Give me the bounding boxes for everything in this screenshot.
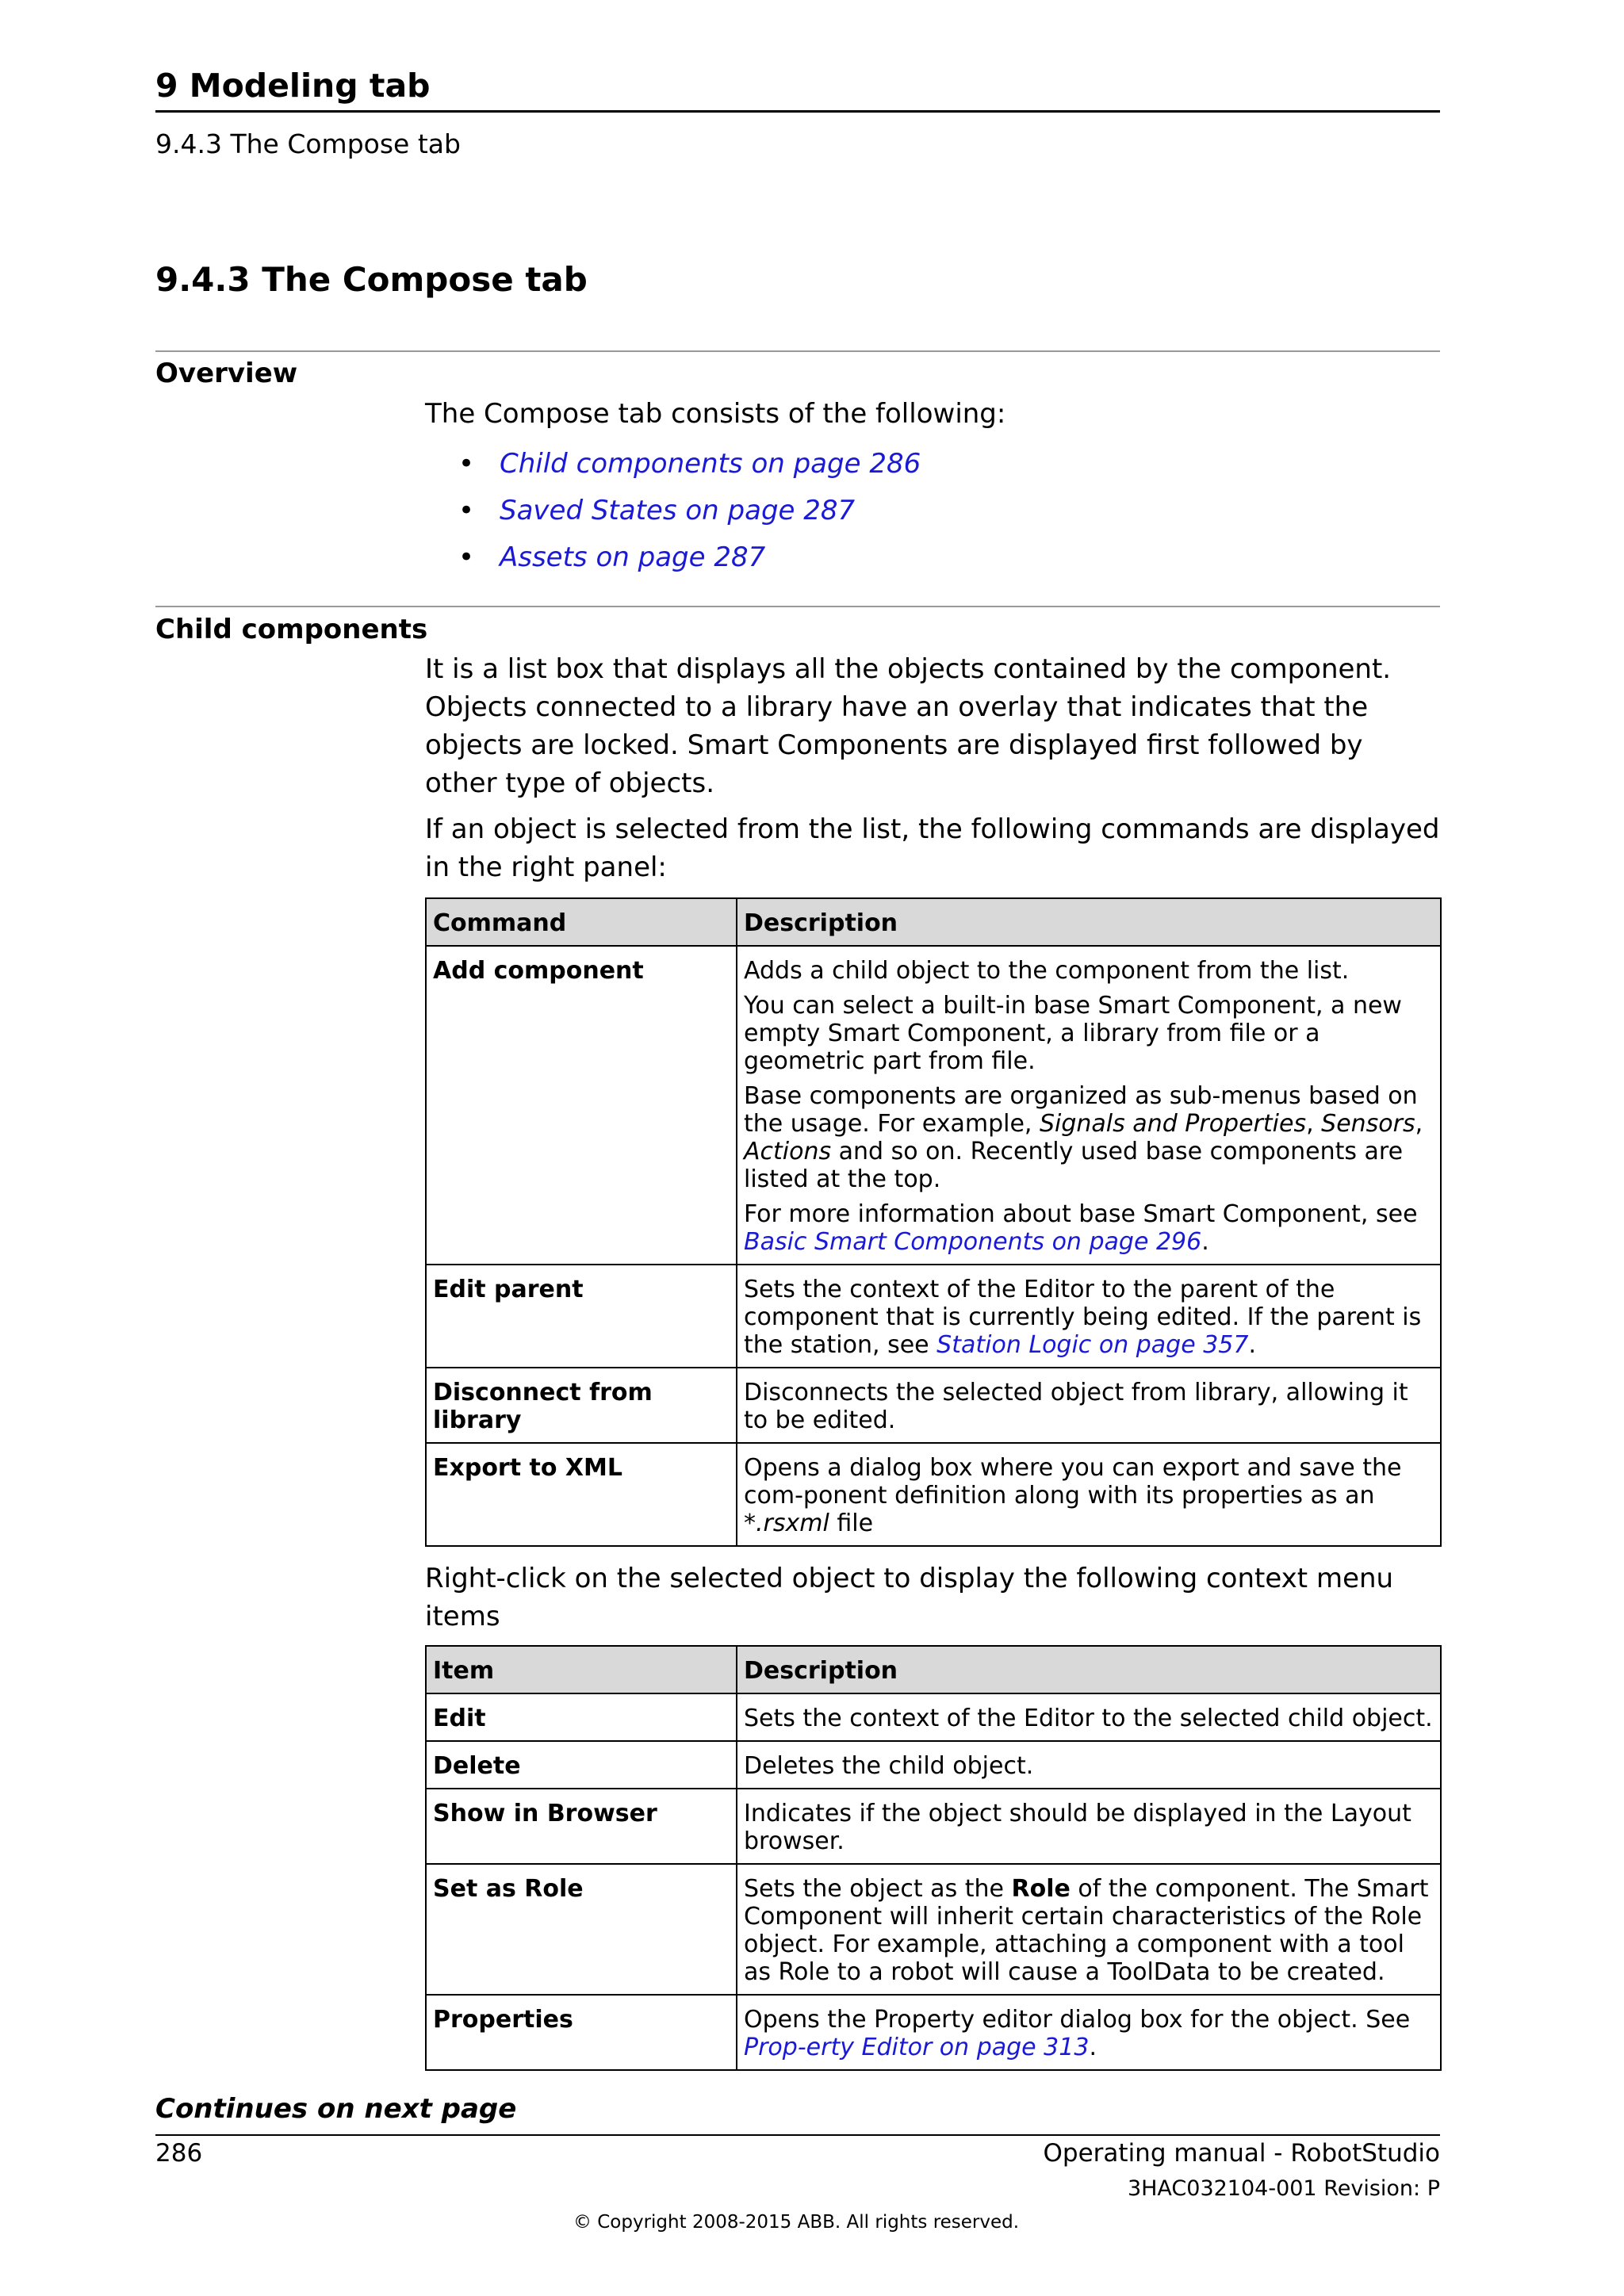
text-span: of the component. The Smart Component will inherit certain characteristics of the Role object. For example, attaching a component with a tool as Role to a robot will cause a ToolData to be created.: [744, 1875, 1429, 1986]
command-description: [737, 1265, 1441, 1368]
table-header-row: [426, 898, 1441, 946]
document-id: 3HAC032104-001 Revision: P: [1127, 2176, 1440, 2201]
context-menu-table: [425, 1645, 1442, 2071]
running-section-ref: 9.4.3 The Compose tab: [155, 128, 461, 159]
text-span: For more information about base Smart Component, see: [744, 1200, 1418, 1228]
child-components-body: [425, 650, 1440, 2071]
link-station-logic[interactable]: Station Logic on page 357: [936, 1331, 1249, 1359]
menu-item-name: Properties: [426, 1995, 737, 2070]
overview-intro: The Compose tab consists of the following:: [425, 398, 1006, 430]
header-rule: [155, 110, 1440, 113]
commands-table: [425, 897, 1442, 1547]
desc-paragraph: Adds a child object to the component from the list.: [744, 957, 1350, 985]
table-row: [426, 1789, 1441, 1864]
text-span: file: [829, 1510, 874, 1537]
text-span: .: [1248, 1331, 1257, 1359]
command-name: Export to XML: [426, 1443, 737, 1546]
command-description: [737, 946, 1441, 1265]
table-row: [426, 1265, 1441, 1368]
child-components-heading: Child components: [155, 614, 428, 645]
italic-term: *.rsxml: [744, 1510, 829, 1537]
footer-rule: [155, 2134, 1440, 2136]
text-span: ,: [1306, 1110, 1322, 1138]
menu-item-name: Set as Role: [426, 1864, 737, 1995]
link-basic-smart-components[interactable]: Basic Smart Components on page 296: [744, 1228, 1202, 1256]
link-saved-states[interactable]: Saved States on page 287: [500, 495, 856, 526]
copyright: © Copyright 2008-2015 ABB. All rights reserved.: [573, 2212, 1020, 2233]
link-assets[interactable]: Assets on page 287: [500, 541, 766, 573]
table-row: [426, 1995, 1441, 2070]
menu-item-description: Indicates if the object should be displayed in the Layout browser.: [737, 1789, 1441, 1864]
desc-paragraph: [744, 1082, 1434, 1193]
child-components-para3: Right-click on the selected object to display the following context menu items: [425, 1563, 1394, 1632]
menu-item-description: Deletes the child object.: [737, 1741, 1441, 1789]
bold-term: Role: [1011, 1875, 1071, 1903]
text-span: Opens a dialog box where you can export and save the com-ponent definition along with its properties as an: [744, 1454, 1402, 1510]
menu-item-name: Edit: [426, 1693, 737, 1741]
italic-term: Actions: [744, 1138, 832, 1165]
manual-title: Operating manual - RobotStudio: [1043, 2139, 1440, 2168]
menu-item-description: Sets the context of the Editor to the selected child object.: [737, 1693, 1441, 1741]
link-child-components[interactable]: Child components on page 286: [500, 448, 921, 480]
overview-bullet-list: [425, 441, 1440, 581]
text-span: ,: [1415, 1110, 1423, 1138]
table-row: [426, 1368, 1441, 1443]
text-span: and so on. Recently used base components are listed at the top.: [744, 1138, 1404, 1193]
page-number: 286: [155, 2139, 203, 2168]
menu-item-name: Delete: [426, 1741, 737, 1789]
table-row: [426, 1443, 1441, 1546]
command-name: Add component: [426, 946, 737, 1265]
table-row: [426, 1693, 1441, 1741]
command-description: Disconnects the selected object from library, allowing it to be edited.: [737, 1368, 1441, 1443]
chapter-title: 9 Modeling tab: [155, 67, 431, 105]
section-title: 9.4.3 The Compose tab: [155, 260, 588, 299]
column-header: Description: [737, 1646, 1441, 1693]
overview-body: [425, 395, 1440, 581]
table-header-row: [426, 1646, 1441, 1693]
command-name: Disconnect from library: [426, 1368, 737, 1443]
command-name: Edit parent: [426, 1265, 737, 1368]
italic-term: Sensors: [1321, 1110, 1415, 1138]
text-span: Sets the object as the: [744, 1875, 1012, 1903]
text-span: Opens the Property editor dialog box for the object. See: [744, 2006, 1411, 2034]
column-header: Description: [737, 898, 1441, 946]
text-span: Base components are organized as sub-menus based on the usage. For example,: [744, 1082, 1418, 1138]
list-item: • Saved States on page 287: [458, 495, 856, 526]
child-components-para2: If an object is selected from the list, the following commands are displayed in the right panel:: [425, 813, 1440, 883]
desc-paragraph: [744, 1200, 1434, 1256]
table-row: [426, 946, 1441, 1265]
overview-heading: Overview: [155, 358, 298, 389]
link-property-editor[interactable]: Prop-erty Editor on page 313: [744, 2034, 1090, 2061]
table-row: [426, 1864, 1441, 1995]
text-span: Sets the context of the Editor to the parent of the component that is currently being edited. If the parent is the station, see: [744, 1276, 1422, 1359]
overview-divider: [155, 350, 1440, 352]
desc-paragraph: You can select a built-in base Smart Component, a new empty Smart Component, a library from file or a geometric part from file.: [744, 992, 1402, 1075]
italic-term: Signals and Properties: [1039, 1110, 1307, 1138]
menu-item-description: [737, 1995, 1441, 2070]
continues-note: Continues on next page: [155, 2093, 517, 2125]
menu-item-description: [737, 1864, 1441, 1995]
list-item: • Child components on page 286: [458, 448, 921, 480]
column-header: Item: [426, 1646, 737, 1693]
text-span: .: [1201, 1228, 1209, 1256]
command-description: [737, 1443, 1441, 1546]
menu-item-name: Show in Browser: [426, 1789, 737, 1864]
child-components-para1: It is a list box that displays all the objects contained by the component. Objects connected to a library have an overlay that indicates that the objects are locked. Smart Components are displayed first followed by other type of objects.: [425, 653, 1392, 799]
column-header: Command: [426, 898, 737, 946]
child-components-divider: [155, 606, 1440, 607]
table-row: [426, 1741, 1441, 1789]
text-span: .: [1089, 2034, 1097, 2061]
list-item: • Assets on page 287: [458, 541, 766, 573]
